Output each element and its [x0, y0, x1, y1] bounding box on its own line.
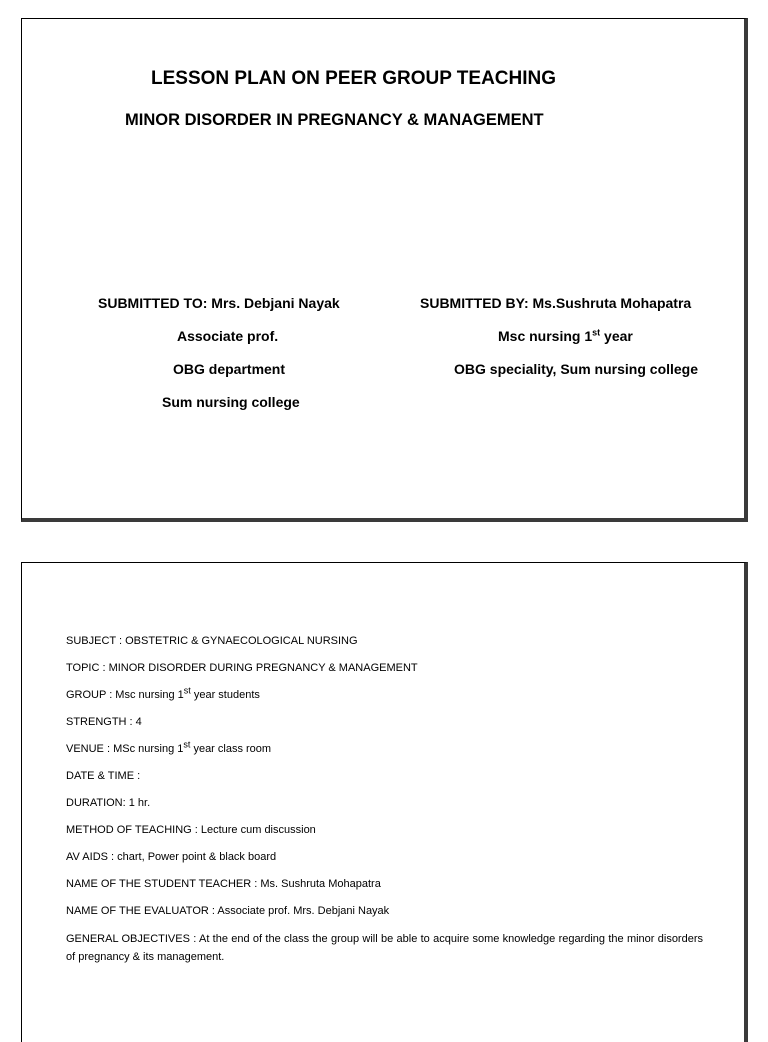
- evaluator-line: NAME OF THE EVALUATOR : Associate prof. Mrs. Debjani Nayak: [66, 905, 390, 917]
- submitted-by-course: Msc nursing 1st year: [498, 327, 633, 344]
- group-line: GROUP : Msc nursing 1st year students: [66, 685, 260, 701]
- submitted-to-designation: Associate prof.: [177, 328, 279, 344]
- page-subtitle: MINOR DISORDER IN PREGNANCY & MANAGEMENT: [125, 111, 544, 129]
- cover-page: [21, 18, 748, 522]
- venue-line: VENUE : MSc nursing 1st year class room: [66, 739, 272, 755]
- submitted-by-speciality: OBG speciality, Sum nursing college: [454, 361, 699, 377]
- method-line: METHOD OF TEACHING : Lecture cum discussion: [66, 824, 316, 836]
- date-time-line: DATE & TIME :: [66, 770, 141, 782]
- submitted-to-college: Sum nursing college: [162, 394, 300, 410]
- topic-line: TOPIC : MINOR DISORDER DURING PREGNANCY & MANAGEMENT: [66, 662, 418, 674]
- duration-line: DURATION: 1 hr.: [66, 797, 151, 809]
- submitted-by-line: SUBMITTED BY: Ms.Sushruta Mohapatra: [420, 295, 692, 311]
- page-title: LESSON PLAN ON PEER GROUP TEACHING: [151, 68, 557, 89]
- av-aids-line: AV AIDS : chart, Power point & black board: [66, 851, 277, 863]
- details-page: [21, 562, 748, 1042]
- submitted-to-line: SUBMITTED TO: Mrs. Debjani Nayak: [98, 295, 340, 311]
- subject-line: SUBJECT : OBSTETRIC & GYNAECOLOGICAL NURSING: [66, 635, 358, 647]
- general-objectives-paragraph: GENERAL OBJECTIVES : At the end of the class the group will be able to acquire some knowledge regarding the minor disorders of pregnancy & its management.: [66, 933, 703, 963]
- strength-line: STRENGTH : 4: [66, 716, 142, 728]
- submitted-to-department: OBG department: [173, 361, 286, 377]
- student-teacher-line: NAME OF THE STUDENT TEACHER : Ms. Sushruta Mohapatra: [66, 878, 381, 890]
